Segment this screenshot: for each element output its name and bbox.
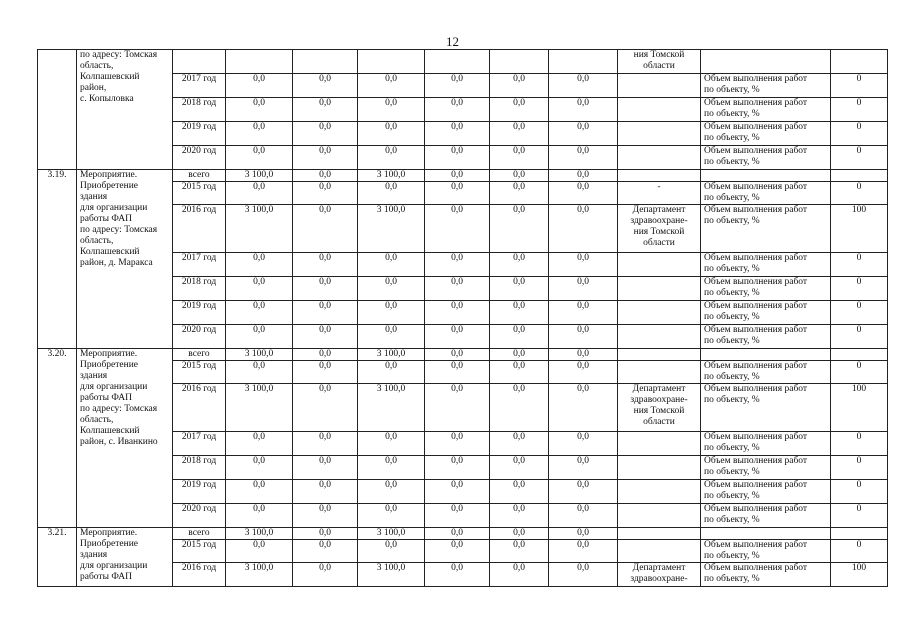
- amount-cell: 0,0: [226, 504, 293, 528]
- department-cell: [618, 98, 701, 122]
- amount-cell: 0,0: [293, 456, 358, 480]
- indicator-value: 0: [831, 146, 888, 170]
- indicator-value: 0: [831, 301, 888, 325]
- amount-cell: 0,0: [490, 170, 549, 182]
- amount-cell: 0,0: [425, 540, 490, 563]
- amount-cell: 0,0: [226, 361, 293, 384]
- indicator-cell: Объем выполнения работ по объекту, %: [701, 432, 831, 456]
- amount-cell: 0,0: [490, 253, 549, 277]
- table-row: [38, 528, 888, 540]
- amount-cell: 3 100,0: [226, 384, 293, 432]
- amount-cell: 0,0: [358, 146, 425, 170]
- year-cell: всего: [173, 349, 226, 361]
- indicator-cell: Объем выполнения работ по объекту, %: [701, 74, 831, 98]
- year-cell: 2019 год: [173, 301, 226, 325]
- amount-cell: 0,0: [549, 182, 618, 205]
- amount-cell: 0,0: [226, 432, 293, 456]
- indicator-value: 100: [831, 563, 888, 587]
- indicator-value: 0: [831, 361, 888, 384]
- indicator-cell: Объем выполнения работ по объекту, %: [701, 253, 831, 277]
- amount-cell: 3 100,0: [358, 528, 425, 540]
- amount-cell: 0,0: [490, 563, 549, 587]
- year-cell: 2019 год: [173, 480, 226, 504]
- department-cell: [618, 504, 701, 528]
- amount-cell: 0,0: [293, 146, 358, 170]
- department-cell: Департамент здравоохране- ния Томской области: [618, 384, 701, 432]
- indicator-cell: Объем выполнения работ по объекту, %: [701, 301, 831, 325]
- amount-cell: 3 100,0: [226, 563, 293, 587]
- amount-cell: 0,0: [549, 325, 618, 349]
- amount-cell: 3 100,0: [226, 170, 293, 182]
- year-cell: 2015 год: [173, 182, 226, 205]
- indicator-value: 0: [831, 253, 888, 277]
- year-cell: 2018 год: [173, 277, 226, 301]
- department-cell: [618, 456, 701, 480]
- amount-cell: 0,0: [358, 480, 425, 504]
- year-cell: 2020 год: [173, 325, 226, 349]
- indicator-value: 0: [831, 277, 888, 301]
- department-cell: ния Томской области: [618, 50, 701, 74]
- amount-cell: 3 100,0: [358, 384, 425, 432]
- amount-cell: 0,0: [549, 361, 618, 384]
- department-cell: [618, 253, 701, 277]
- amount-cell: 0,0: [293, 432, 358, 456]
- indicator-value: 0: [831, 432, 888, 456]
- amount-cell: 0,0: [549, 98, 618, 122]
- amount-cell: 0,0: [490, 432, 549, 456]
- item-name: по адресу: Томская область, Колпашевский район, с. Копыловка: [77, 50, 173, 170]
- amount-cell: [425, 50, 490, 74]
- department-cell: Департамент здравоохране- ния Томской области: [618, 205, 701, 253]
- amount-cell: 0,0: [293, 253, 358, 277]
- amount-cell: 0,0: [490, 504, 549, 528]
- indicator-value: 0: [831, 456, 888, 480]
- department-cell: -: [618, 182, 701, 205]
- amount-cell: 0,0: [490, 74, 549, 98]
- year-cell: 2016 год: [173, 205, 226, 253]
- amount-cell: 0,0: [425, 301, 490, 325]
- indicator-value: [831, 170, 888, 182]
- amount-cell: 3 100,0: [226, 349, 293, 361]
- indicator-value: 0: [831, 540, 888, 563]
- amount-cell: 3 100,0: [226, 205, 293, 253]
- indicator-cell: [701, 349, 831, 361]
- department-cell: [618, 74, 701, 98]
- amount-cell: 0,0: [226, 277, 293, 301]
- amount-cell: 0,0: [293, 277, 358, 301]
- amount-cell: 0,0: [549, 432, 618, 456]
- indicator-value: 0: [831, 325, 888, 349]
- year-cell: 2018 год: [173, 456, 226, 480]
- indicator-value: 0: [831, 74, 888, 98]
- indicator-value: 0: [831, 122, 888, 146]
- amount-cell: 0,0: [549, 122, 618, 146]
- amount-cell: 0,0: [549, 504, 618, 528]
- indicator-cell: [701, 528, 831, 540]
- item-number: 3.21.: [38, 528, 77, 587]
- indicator-value: 100: [831, 205, 888, 253]
- table-row: [38, 170, 888, 182]
- department-cell: [618, 146, 701, 170]
- amount-cell: 0,0: [549, 253, 618, 277]
- amount-cell: 0,0: [226, 146, 293, 170]
- amount-cell: 0,0: [490, 122, 549, 146]
- amount-cell: 0,0: [226, 182, 293, 205]
- amount-cell: 0,0: [226, 325, 293, 349]
- amount-cell: 0,0: [425, 563, 490, 587]
- indicator-cell: Объем выполнения работ по объекту, %: [701, 277, 831, 301]
- amount-cell: [226, 50, 293, 74]
- amount-cell: 0,0: [425, 182, 490, 205]
- amount-cell: 0,0: [293, 325, 358, 349]
- department-cell: [618, 480, 701, 504]
- department-cell: [618, 361, 701, 384]
- amount-cell: 0,0: [226, 456, 293, 480]
- amount-cell: [549, 50, 618, 74]
- amount-cell: 0,0: [425, 205, 490, 253]
- indicator-cell: Объем выполнения работ по объекту, %: [701, 325, 831, 349]
- amount-cell: 0,0: [425, 277, 490, 301]
- amount-cell: 0,0: [490, 384, 549, 432]
- indicator-value: 0: [831, 98, 888, 122]
- year-cell: 2017 год: [173, 432, 226, 456]
- amount-cell: 0,0: [549, 456, 618, 480]
- amount-cell: 0,0: [358, 361, 425, 384]
- amount-cell: 0,0: [490, 528, 549, 540]
- amount-cell: 0,0: [293, 480, 358, 504]
- amount-cell: 0,0: [425, 170, 490, 182]
- department-cell: [618, 528, 701, 540]
- department-cell: [618, 432, 701, 456]
- year-cell: 2020 год: [173, 504, 226, 528]
- department-cell: [618, 540, 701, 563]
- year-cell: 2016 год: [173, 384, 226, 432]
- amount-cell: 0,0: [358, 325, 425, 349]
- indicator-cell: [701, 170, 831, 182]
- amount-cell: 0,0: [549, 74, 618, 98]
- amount-cell: 0,0: [293, 384, 358, 432]
- table-row: [38, 349, 888, 361]
- year-cell: 2015 год: [173, 361, 226, 384]
- indicator-value: 0: [831, 182, 888, 205]
- amount-cell: 0,0: [358, 301, 425, 325]
- amount-cell: 0,0: [549, 277, 618, 301]
- year-cell: 2016 год: [173, 563, 226, 587]
- amount-cell: 0,0: [358, 277, 425, 301]
- indicator-value: [831, 528, 888, 540]
- amount-cell: 0,0: [549, 146, 618, 170]
- amount-cell: 0,0: [293, 74, 358, 98]
- amount-cell: 0,0: [490, 277, 549, 301]
- department-cell: [618, 122, 701, 146]
- amount-cell: 0,0: [293, 205, 358, 253]
- amount-cell: 0,0: [358, 540, 425, 563]
- amount-cell: 0,0: [358, 432, 425, 456]
- year-cell: 2017 год: [173, 253, 226, 277]
- indicator-cell: Объем выполнения работ по объекту, %: [701, 146, 831, 170]
- department-cell: [618, 325, 701, 349]
- amount-cell: 0,0: [425, 349, 490, 361]
- item-number: 3.19.: [38, 170, 77, 349]
- amount-cell: 0,0: [490, 540, 549, 563]
- item-name: Мероприятие. Приобретение здания для организации работы ФАП по адресу: Томская область, Колпашевский район, с. Иванкино: [77, 349, 173, 528]
- amount-cell: 0,0: [293, 504, 358, 528]
- amount-cell: 0,0: [549, 480, 618, 504]
- amount-cell: 0,0: [490, 205, 549, 253]
- year-cell: всего: [173, 528, 226, 540]
- amount-cell: 0,0: [425, 325, 490, 349]
- amount-cell: 3 100,0: [358, 205, 425, 253]
- indicator-value: 0: [831, 504, 888, 528]
- amount-cell: 0,0: [490, 361, 549, 384]
- amount-cell: 0,0: [293, 563, 358, 587]
- indicator-cell: Объем выполнения работ по объекту, %: [701, 540, 831, 563]
- amount-cell: 0,0: [425, 146, 490, 170]
- amount-cell: 0,0: [293, 182, 358, 205]
- amount-cell: 0,0: [226, 122, 293, 146]
- amount-cell: 0,0: [226, 253, 293, 277]
- amount-cell: 0,0: [425, 98, 490, 122]
- amount-cell: 0,0: [358, 456, 425, 480]
- department-cell: Департамент здравоохране-: [618, 563, 701, 587]
- amount-cell: 0,0: [549, 384, 618, 432]
- amount-cell: 0,0: [358, 253, 425, 277]
- amount-cell: 0,0: [549, 563, 618, 587]
- indicator-cell: Объем выполнения работ по объекту, %: [701, 122, 831, 146]
- amount-cell: 3 100,0: [226, 528, 293, 540]
- amount-cell: 0,0: [226, 301, 293, 325]
- amount-cell: 0,0: [490, 325, 549, 349]
- year-cell: 2020 год: [173, 146, 226, 170]
- indicator-value: 100: [831, 384, 888, 432]
- amount-cell: 0,0: [549, 170, 618, 182]
- indicator-cell: Объем выполнения работ по объекту, %: [701, 361, 831, 384]
- year-cell: всего: [173, 170, 226, 182]
- item-number: [38, 50, 77, 170]
- amount-cell: [358, 50, 425, 74]
- year-cell: 2019 год: [173, 122, 226, 146]
- year-cell: 2017 год: [173, 74, 226, 98]
- item-name: Мероприятие. Приобретение здания для организации работы ФАП: [77, 528, 173, 587]
- amount-cell: 0,0: [226, 540, 293, 563]
- program-table: [37, 49, 888, 587]
- year-cell: 2018 год: [173, 98, 226, 122]
- amount-cell: 0,0: [490, 182, 549, 205]
- amount-cell: 0,0: [293, 170, 358, 182]
- item-number: 3.20.: [38, 349, 77, 528]
- amount-cell: 0,0: [358, 74, 425, 98]
- amount-cell: 0,0: [490, 480, 549, 504]
- amount-cell: 0,0: [293, 349, 358, 361]
- department-cell: [618, 349, 701, 361]
- amount-cell: 0,0: [425, 384, 490, 432]
- amount-cell: 0,0: [490, 146, 549, 170]
- indicator-value: [831, 50, 888, 74]
- amount-cell: [293, 50, 358, 74]
- amount-cell: 3 100,0: [358, 563, 425, 587]
- amount-cell: 0,0: [549, 205, 618, 253]
- indicator-cell: Объем выполнения работ по объекту, %: [701, 456, 831, 480]
- amount-cell: 0,0: [226, 74, 293, 98]
- amount-cell: 0,0: [549, 528, 618, 540]
- amount-cell: 0,0: [425, 253, 490, 277]
- amount-cell: 0,0: [358, 122, 425, 146]
- amount-cell: 0,0: [490, 301, 549, 325]
- department-cell: [618, 301, 701, 325]
- amount-cell: 0,0: [226, 480, 293, 504]
- amount-cell: 3 100,0: [358, 349, 425, 361]
- indicator-cell: Объем выполнения работ по объекту, %: [701, 480, 831, 504]
- amount-cell: 0,0: [293, 361, 358, 384]
- amount-cell: 0,0: [293, 122, 358, 146]
- indicator-cell: Объем выполнения работ по объекту, %: [701, 384, 831, 432]
- page-number: 12: [446, 34, 459, 49]
- amount-cell: 0,0: [293, 540, 358, 563]
- amount-cell: 0,0: [549, 349, 618, 361]
- amount-cell: 3 100,0: [358, 170, 425, 182]
- amount-cell: 0,0: [490, 349, 549, 361]
- amount-cell: 0,0: [226, 98, 293, 122]
- amount-cell: 0,0: [358, 504, 425, 528]
- amount-cell: 0,0: [293, 528, 358, 540]
- amount-cell: 0,0: [293, 301, 358, 325]
- year-cell: [173, 50, 226, 74]
- indicator-cell: Объем выполнения работ по объекту, %: [701, 205, 831, 253]
- indicator-cell: Объем выполнения работ по объекту, %: [701, 504, 831, 528]
- amount-cell: 0,0: [425, 480, 490, 504]
- indicator-value: 0: [831, 480, 888, 504]
- amount-cell: 0,0: [549, 540, 618, 563]
- amount-cell: 0,0: [549, 301, 618, 325]
- amount-cell: 0,0: [425, 361, 490, 384]
- amount-cell: 0,0: [425, 504, 490, 528]
- indicator-cell: Объем выполнения работ по объекту, %: [701, 182, 831, 205]
- amount-cell: 0,0: [293, 98, 358, 122]
- indicator-cell: Объем выполнения работ по объекту, %: [701, 563, 831, 587]
- year-cell: 2015 год: [173, 540, 226, 563]
- amount-cell: [490, 50, 549, 74]
- amount-cell: 0,0: [425, 528, 490, 540]
- amount-cell: 0,0: [358, 182, 425, 205]
- department-cell: [618, 277, 701, 301]
- amount-cell: 0,0: [425, 122, 490, 146]
- amount-cell: 0,0: [425, 74, 490, 98]
- indicator-cell: [701, 50, 831, 74]
- department-cell: [618, 170, 701, 182]
- indicator-value: [831, 349, 888, 361]
- amount-cell: 0,0: [358, 98, 425, 122]
- amount-cell: 0,0: [425, 456, 490, 480]
- table-row: [38, 50, 888, 74]
- amount-cell: 0,0: [490, 98, 549, 122]
- amount-cell: 0,0: [490, 456, 549, 480]
- amount-cell: 0,0: [425, 432, 490, 456]
- indicator-cell: Объем выполнения работ по объекту, %: [701, 98, 831, 122]
- item-name: Мероприятие. Приобретение здания для организации работы ФАП по адресу: Томская область, Колпашевский район, д. Маракса: [77, 170, 173, 349]
